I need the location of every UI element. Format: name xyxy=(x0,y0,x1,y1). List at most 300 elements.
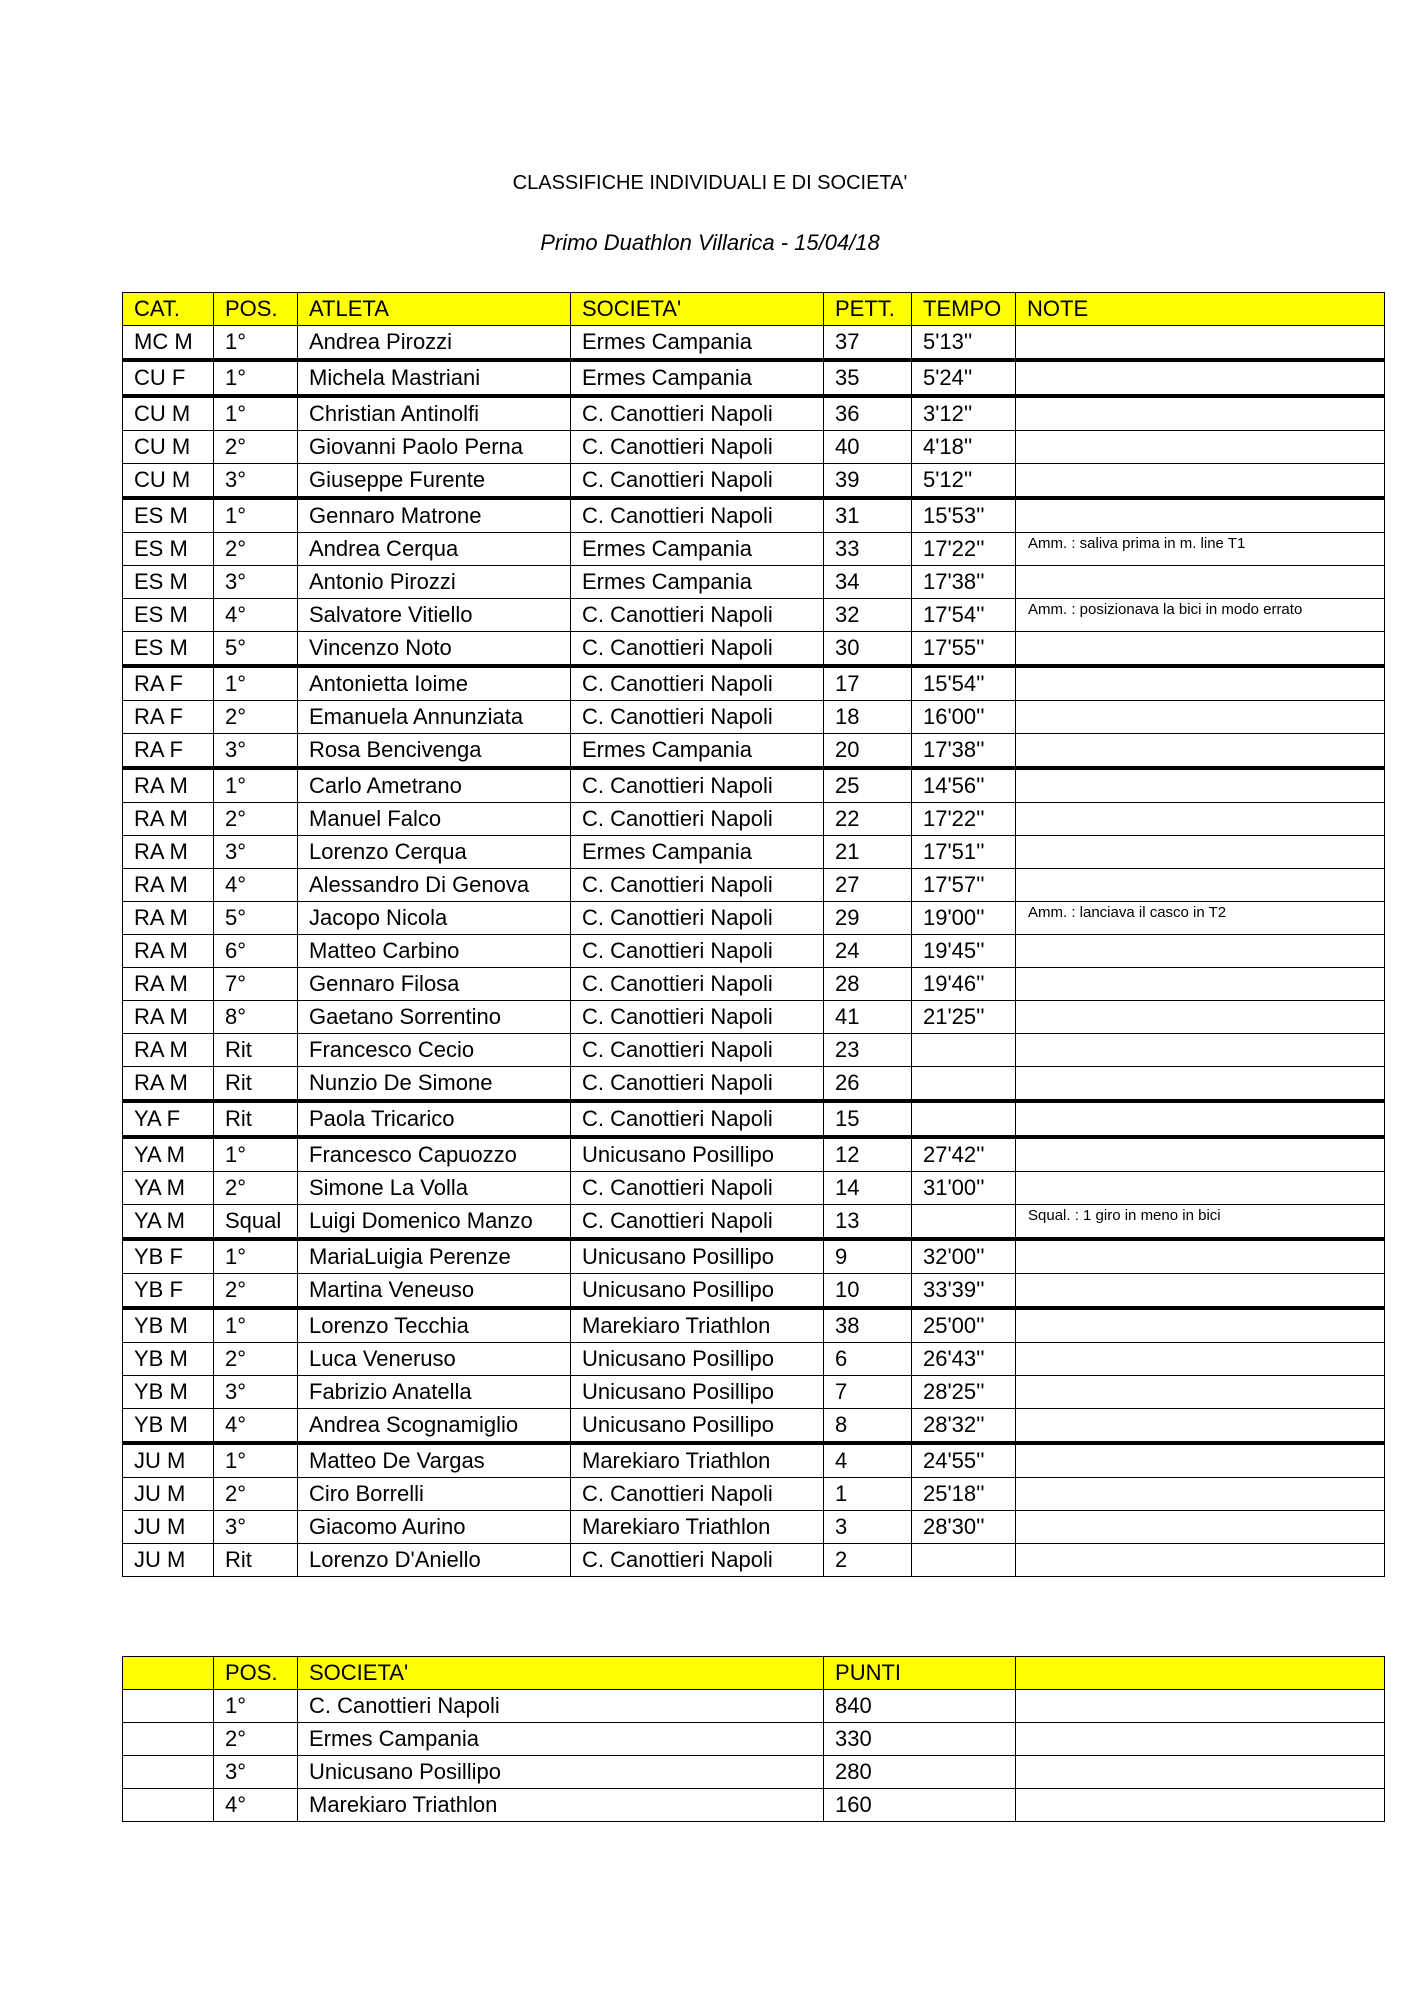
cell-time: 26'43'' xyxy=(912,1343,1016,1376)
cell-note xyxy=(1016,968,1385,1001)
cell-club: C. Canottieri Napoli xyxy=(571,464,824,499)
cell-position: 7° xyxy=(214,968,298,1001)
cell-athlete: Giovanni Paolo Perna xyxy=(298,431,571,464)
result-row xyxy=(123,869,1385,902)
cell-time xyxy=(912,1034,1016,1067)
cell-bib: 28 xyxy=(824,968,912,1001)
cell-club: Ermes Campania xyxy=(571,533,824,566)
cell-athlete: Gennaro Filosa xyxy=(298,968,571,1001)
society-cell-club: Unicusano Posillipo xyxy=(298,1756,824,1789)
results-header-row xyxy=(123,293,1385,326)
cell-club: Ermes Campania xyxy=(571,734,824,769)
cell-time: 28'30'' xyxy=(912,1511,1016,1544)
cell-position: Rit xyxy=(214,1034,298,1067)
result-row xyxy=(123,1239,1385,1274)
cell-club: Unicusano Posillipo xyxy=(571,1343,824,1376)
cell-club: C. Canottieri Napoli xyxy=(571,803,824,836)
cell-category: ES M xyxy=(123,533,214,566)
cell-note xyxy=(1016,1137,1385,1172)
cell-position: 1° xyxy=(214,1308,298,1343)
result-row xyxy=(123,768,1385,803)
cell-bib: 17 xyxy=(824,666,912,701)
result-row xyxy=(123,1511,1385,1544)
cell-club: C. Canottieri Napoli xyxy=(571,498,824,533)
cell-category: RA M xyxy=(123,902,214,935)
cell-position: Squal xyxy=(214,1205,298,1240)
cell-time: 16'00'' xyxy=(912,701,1016,734)
cell-note xyxy=(1016,632,1385,667)
cell-position: Rit xyxy=(214,1101,298,1137)
cell-position: Rit xyxy=(214,1544,298,1577)
cell-time: 32'00'' xyxy=(912,1239,1016,1274)
cell-athlete: Andrea Pirozzi xyxy=(298,326,571,361)
result-row xyxy=(123,836,1385,869)
cell-club: C. Canottieri Napoli xyxy=(571,768,824,803)
cell-position: 2° xyxy=(214,431,298,464)
cell-bib: 38 xyxy=(824,1308,912,1343)
cell-time: 17'22'' xyxy=(912,533,1016,566)
header-club: SOCIETA' xyxy=(571,293,824,326)
cell-club: Ermes Campania xyxy=(571,326,824,361)
cell-note xyxy=(1016,1067,1385,1102)
cell-note xyxy=(1016,768,1385,803)
cell-club: C. Canottieri Napoli xyxy=(571,1034,824,1067)
cell-position: 3° xyxy=(214,836,298,869)
society-cell-points: 160 xyxy=(824,1789,1016,1822)
cell-bib: 34 xyxy=(824,566,912,599)
cell-club: C. Canottieri Napoli xyxy=(571,1172,824,1205)
cell-athlete: Emanuela Annunziata xyxy=(298,701,571,734)
cell-position: 6° xyxy=(214,935,298,968)
cell-bib: 22 xyxy=(824,803,912,836)
result-row xyxy=(123,1409,1385,1444)
cell-bib: 21 xyxy=(824,836,912,869)
result-row xyxy=(123,803,1385,836)
cell-category: YA F xyxy=(123,1101,214,1137)
result-row xyxy=(123,1172,1385,1205)
cell-time: 19'00'' xyxy=(912,902,1016,935)
result-row xyxy=(123,1478,1385,1511)
cell-bib: 29 xyxy=(824,902,912,935)
cell-bib: 39 xyxy=(824,464,912,499)
result-row xyxy=(123,431,1385,464)
cell-time: 24'55'' xyxy=(912,1443,1016,1478)
cell-club: Marekiaro Triathlon xyxy=(571,1308,824,1343)
result-row xyxy=(123,1343,1385,1376)
result-row xyxy=(123,599,1385,632)
cell-time: 5'12'' xyxy=(912,464,1016,499)
cell-athlete: Gaetano Sorrentino xyxy=(298,1001,571,1034)
cell-category: RA M xyxy=(123,1034,214,1067)
cell-bib: 3 xyxy=(824,1511,912,1544)
cell-position: 4° xyxy=(214,869,298,902)
cell-category: YB M xyxy=(123,1409,214,1444)
cell-position: 2° xyxy=(214,803,298,836)
cell-athlete: Giuseppe Furente xyxy=(298,464,571,499)
cell-time: 27'42'' xyxy=(912,1137,1016,1172)
cell-note xyxy=(1016,935,1385,968)
cell-category: RA M xyxy=(123,803,214,836)
cell-position: 2° xyxy=(214,1274,298,1309)
cell-athlete: Lorenzo Cerqua xyxy=(298,836,571,869)
cell-athlete: Lorenzo Tecchia xyxy=(298,1308,571,1343)
cell-athlete: Rosa Bencivenga xyxy=(298,734,571,769)
cell-position: 1° xyxy=(214,360,298,396)
result-row xyxy=(123,1001,1385,1034)
cell-note xyxy=(1016,1443,1385,1478)
cell-time: 17'38'' xyxy=(912,734,1016,769)
cell-bib: 10 xyxy=(824,1274,912,1309)
cell-club: C. Canottieri Napoli xyxy=(571,1205,824,1240)
cell-club: Ermes Campania xyxy=(571,566,824,599)
cell-bib: 32 xyxy=(824,599,912,632)
header-time: TEMPO xyxy=(912,293,1016,326)
cell-time: 15'53'' xyxy=(912,498,1016,533)
cell-bib: 24 xyxy=(824,935,912,968)
cell-category: YB F xyxy=(123,1239,214,1274)
cell-club: C. Canottieri Napoli xyxy=(571,935,824,968)
cell-category: JU M xyxy=(123,1478,214,1511)
cell-time: 19'46'' xyxy=(912,968,1016,1001)
header-cat: CAT. xyxy=(123,293,214,326)
cell-category: RA M xyxy=(123,968,214,1001)
cell-athlete: Francesco Cecio xyxy=(298,1034,571,1067)
cell-bib: 23 xyxy=(824,1034,912,1067)
cell-bib: 33 xyxy=(824,533,912,566)
cell-time: 28'25'' xyxy=(912,1376,1016,1409)
cell-note xyxy=(1016,566,1385,599)
cell-position: 2° xyxy=(214,533,298,566)
cell-bib: 8 xyxy=(824,1409,912,1444)
cell-note xyxy=(1016,1478,1385,1511)
society-header-blank xyxy=(123,1657,214,1690)
cell-athlete: Luigi Domenico Manzo xyxy=(298,1205,571,1240)
society-cell-points: 280 xyxy=(824,1756,1016,1789)
cell-bib: 26 xyxy=(824,1067,912,1102)
cell-club: Unicusano Posillipo xyxy=(571,1376,824,1409)
cell-athlete: Michela Mastriani xyxy=(298,360,571,396)
cell-bib: 13 xyxy=(824,1205,912,1240)
society-header-club: SOCIETA' xyxy=(298,1657,824,1690)
cell-note xyxy=(1016,1343,1385,1376)
cell-time: 5'13'' xyxy=(912,326,1016,361)
cell-position: 3° xyxy=(214,1511,298,1544)
cell-bib: 6 xyxy=(824,1343,912,1376)
cell-time: 15'54'' xyxy=(912,666,1016,701)
cell-note xyxy=(1016,1409,1385,1444)
cell-category: ES M xyxy=(123,632,214,667)
cell-note xyxy=(1016,734,1385,769)
society-cell-club: C. Canottieri Napoli xyxy=(298,1690,824,1723)
cell-note xyxy=(1016,396,1385,431)
result-row xyxy=(123,902,1385,935)
cell-bib: 9 xyxy=(824,1239,912,1274)
cell-position: 1° xyxy=(214,1443,298,1478)
cell-club: Unicusano Posillipo xyxy=(571,1137,824,1172)
result-row xyxy=(123,566,1385,599)
cell-category: RA M xyxy=(123,1067,214,1102)
cell-position: 5° xyxy=(214,632,298,667)
cell-category: YA M xyxy=(123,1137,214,1172)
society-cell-position: 4° xyxy=(214,1789,298,1822)
cell-note xyxy=(1016,464,1385,499)
cell-club: Marekiaro Triathlon xyxy=(571,1443,824,1478)
cell-athlete: Fabrizio Anatella xyxy=(298,1376,571,1409)
society-cell-blank xyxy=(123,1690,214,1723)
cell-category: JU M xyxy=(123,1544,214,1577)
cell-category: YB M xyxy=(123,1376,214,1409)
cell-time: 17'22'' xyxy=(912,803,1016,836)
cell-time: 21'25'' xyxy=(912,1001,1016,1034)
cell-athlete: Vincenzo Noto xyxy=(298,632,571,667)
cell-bib: 25 xyxy=(824,768,912,803)
cell-club: C. Canottieri Napoli xyxy=(571,1001,824,1034)
cell-club: C. Canottieri Napoli xyxy=(571,902,824,935)
cell-note xyxy=(1016,666,1385,701)
cell-note xyxy=(1016,498,1385,533)
header-athlete: ATLETA xyxy=(298,293,571,326)
society-header-pos: POS. xyxy=(214,1657,298,1690)
cell-athlete: Antonio Pirozzi xyxy=(298,566,571,599)
cell-bib: 40 xyxy=(824,431,912,464)
cell-position: 3° xyxy=(214,566,298,599)
cell-note xyxy=(1016,1034,1385,1067)
cell-category: ES M xyxy=(123,498,214,533)
society-header-points: PUNTI xyxy=(824,1657,1016,1690)
cell-club: C. Canottieri Napoli xyxy=(571,431,824,464)
result-row xyxy=(123,360,1385,396)
result-row xyxy=(123,1274,1385,1309)
result-row xyxy=(123,734,1385,769)
cell-athlete: Giacomo Aurino xyxy=(298,1511,571,1544)
header-note: NOTE xyxy=(1016,293,1385,326)
cell-athlete: Carlo Ametrano xyxy=(298,768,571,803)
cell-time: 3'12'' xyxy=(912,396,1016,431)
result-row xyxy=(123,1101,1385,1137)
cell-note xyxy=(1016,1376,1385,1409)
cell-club: C. Canottieri Napoli xyxy=(571,701,824,734)
cell-bib: 36 xyxy=(824,396,912,431)
cell-club: Unicusano Posillipo xyxy=(571,1239,824,1274)
cell-athlete: MariaLuigia Perenze xyxy=(298,1239,571,1274)
cell-bib: 37 xyxy=(824,326,912,361)
society-header-extra xyxy=(1016,1657,1385,1690)
cell-club: Ermes Campania xyxy=(571,360,824,396)
cell-bib: 41 xyxy=(824,1001,912,1034)
result-row xyxy=(123,1137,1385,1172)
society-row xyxy=(123,1723,1385,1756)
cell-note xyxy=(1016,1239,1385,1274)
society-cell-position: 3° xyxy=(214,1756,298,1789)
cell-note xyxy=(1016,869,1385,902)
cell-bib: 4 xyxy=(824,1443,912,1478)
society-cell-blank xyxy=(123,1723,214,1756)
society-cell-extra xyxy=(1016,1690,1385,1723)
cell-bib: 18 xyxy=(824,701,912,734)
society-row xyxy=(123,1789,1385,1822)
society-ranking-table xyxy=(122,1656,1385,1822)
cell-category: YA M xyxy=(123,1172,214,1205)
cell-club: Unicusano Posillipo xyxy=(571,1409,824,1444)
cell-bib: 1 xyxy=(824,1478,912,1511)
result-row xyxy=(123,666,1385,701)
cell-time xyxy=(912,1101,1016,1137)
individual-results-table xyxy=(122,292,1385,1577)
cell-bib: 30 xyxy=(824,632,912,667)
cell-athlete: Christian Antinolfi xyxy=(298,396,571,431)
cell-note xyxy=(1016,1544,1385,1577)
cell-note xyxy=(1016,1001,1385,1034)
cell-club: C. Canottieri Napoli xyxy=(571,396,824,431)
cell-athlete: Gennaro Matrone xyxy=(298,498,571,533)
society-cell-position: 1° xyxy=(214,1690,298,1723)
cell-category: CU M xyxy=(123,431,214,464)
cell-club: C. Canottieri Napoli xyxy=(571,632,824,667)
cell-position: 1° xyxy=(214,326,298,361)
cell-bib: 35 xyxy=(824,360,912,396)
cell-bib: 7 xyxy=(824,1376,912,1409)
society-header-row xyxy=(123,1657,1385,1690)
cell-time: 19'45'' xyxy=(912,935,1016,968)
cell-position: 2° xyxy=(214,1343,298,1376)
cell-position: 8° xyxy=(214,1001,298,1034)
cell-athlete: Matteo Carbino xyxy=(298,935,571,968)
cell-category: RA F xyxy=(123,701,214,734)
society-row xyxy=(123,1756,1385,1789)
cell-club: Ermes Campania xyxy=(571,836,824,869)
result-row xyxy=(123,326,1385,361)
cell-category: JU M xyxy=(123,1511,214,1544)
result-row xyxy=(123,1544,1385,1577)
result-row xyxy=(123,1034,1385,1067)
header-pos: POS. xyxy=(214,293,298,326)
cell-club: C. Canottieri Napoli xyxy=(571,1067,824,1102)
cell-note xyxy=(1016,1274,1385,1309)
cell-athlete: Lorenzo D'Aniello xyxy=(298,1544,571,1577)
cell-category: CU F xyxy=(123,360,214,396)
cell-bib: 14 xyxy=(824,1172,912,1205)
cell-position: 3° xyxy=(214,1376,298,1409)
cell-category: ES M xyxy=(123,599,214,632)
result-row xyxy=(123,533,1385,566)
cell-category: RA M xyxy=(123,768,214,803)
cell-category: YA M xyxy=(123,1205,214,1240)
cell-category: ES M xyxy=(123,566,214,599)
cell-category: YB M xyxy=(123,1308,214,1343)
society-cell-blank xyxy=(123,1756,214,1789)
cell-time: 14'56'' xyxy=(912,768,1016,803)
cell-athlete: Francesco Capuozzo xyxy=(298,1137,571,1172)
cell-club: C. Canottieri Napoli xyxy=(571,666,824,701)
result-row xyxy=(123,1443,1385,1478)
cell-athlete: Simone La Volla xyxy=(298,1172,571,1205)
cell-time xyxy=(912,1067,1016,1102)
cell-category: RA M xyxy=(123,935,214,968)
cell-position: 4° xyxy=(214,599,298,632)
cell-time: 17'38'' xyxy=(912,566,1016,599)
cell-time: 25'18'' xyxy=(912,1478,1016,1511)
cell-bib: 27 xyxy=(824,869,912,902)
society-cell-blank xyxy=(123,1789,214,1822)
cell-bib: 20 xyxy=(824,734,912,769)
cell-category: MC M xyxy=(123,326,214,361)
society-cell-extra xyxy=(1016,1756,1385,1789)
result-row xyxy=(123,1376,1385,1409)
cell-position: 1° xyxy=(214,498,298,533)
cell-category: RA M xyxy=(123,1001,214,1034)
cell-note xyxy=(1016,1172,1385,1205)
cell-position: 4° xyxy=(214,1409,298,1444)
society-cell-points: 330 xyxy=(824,1723,1016,1756)
cell-category: CU M xyxy=(123,464,214,499)
cell-position: 1° xyxy=(214,1137,298,1172)
cell-athlete: Salvatore Vitiello xyxy=(298,599,571,632)
cell-club: Marekiaro Triathlon xyxy=(571,1511,824,1544)
cell-athlete: Luca Veneruso xyxy=(298,1343,571,1376)
cell-note: Amm. : lanciava il casco in T2 xyxy=(1016,902,1385,935)
cell-time: 5'24'' xyxy=(912,360,1016,396)
cell-note xyxy=(1016,701,1385,734)
cell-club: C. Canottieri Napoli xyxy=(571,1478,824,1511)
cell-athlete: Paola Tricarico xyxy=(298,1101,571,1137)
cell-athlete: Andrea Cerqua xyxy=(298,533,571,566)
result-row xyxy=(123,935,1385,968)
cell-note xyxy=(1016,431,1385,464)
cell-club: Unicusano Posillipo xyxy=(571,1274,824,1309)
result-row xyxy=(123,1308,1385,1343)
cell-club: C. Canottieri Napoli xyxy=(571,869,824,902)
cell-note xyxy=(1016,1511,1385,1544)
cell-category: YB M xyxy=(123,1343,214,1376)
cell-position: 2° xyxy=(214,1478,298,1511)
cell-note xyxy=(1016,1101,1385,1137)
cell-note: Amm. : saliva prima in m. line T1 xyxy=(1016,533,1385,566)
cell-position: 5° xyxy=(214,902,298,935)
cell-position: 1° xyxy=(214,396,298,431)
cell-club: C. Canottieri Napoli xyxy=(571,1544,824,1577)
cell-time: 33'39'' xyxy=(912,1274,1016,1309)
cell-time: 17'54'' xyxy=(912,599,1016,632)
document-title: CLASSIFICHE INDIVIDUALI E DI SOCIETA' xyxy=(512,172,908,194)
cell-athlete: Alessandro Di Genova xyxy=(298,869,571,902)
cell-position: Rit xyxy=(214,1067,298,1102)
cell-category: RA F xyxy=(123,734,214,769)
cell-athlete: Andrea Scognamiglio xyxy=(298,1409,571,1444)
cell-category: JU M xyxy=(123,1443,214,1478)
society-row xyxy=(123,1690,1385,1723)
cell-note xyxy=(1016,360,1385,396)
cell-note xyxy=(1016,1308,1385,1343)
society-cell-extra xyxy=(1016,1789,1385,1822)
cell-time xyxy=(912,1205,1016,1240)
cell-club: C. Canottieri Napoli xyxy=(571,599,824,632)
cell-club: C. Canottieri Napoli xyxy=(571,968,824,1001)
result-row xyxy=(123,1067,1385,1102)
cell-time: 17'57'' xyxy=(912,869,1016,902)
cell-note: Amm. : posizionava la bici in modo errato xyxy=(1016,599,1385,632)
result-row xyxy=(123,701,1385,734)
cell-time: 4'18'' xyxy=(912,431,1016,464)
header-bib: PETT. xyxy=(824,293,912,326)
document-subtitle: Primo Duathlon Villarica - 15/04/18 xyxy=(540,230,880,255)
cell-athlete: Matteo De Vargas xyxy=(298,1443,571,1478)
result-row xyxy=(123,498,1385,533)
cell-position: 1° xyxy=(214,666,298,701)
cell-note xyxy=(1016,803,1385,836)
result-row xyxy=(123,1205,1385,1240)
cell-note: Squal. : 1 giro in meno in bici xyxy=(1016,1205,1385,1240)
cell-athlete: Martina Veneuso xyxy=(298,1274,571,1309)
